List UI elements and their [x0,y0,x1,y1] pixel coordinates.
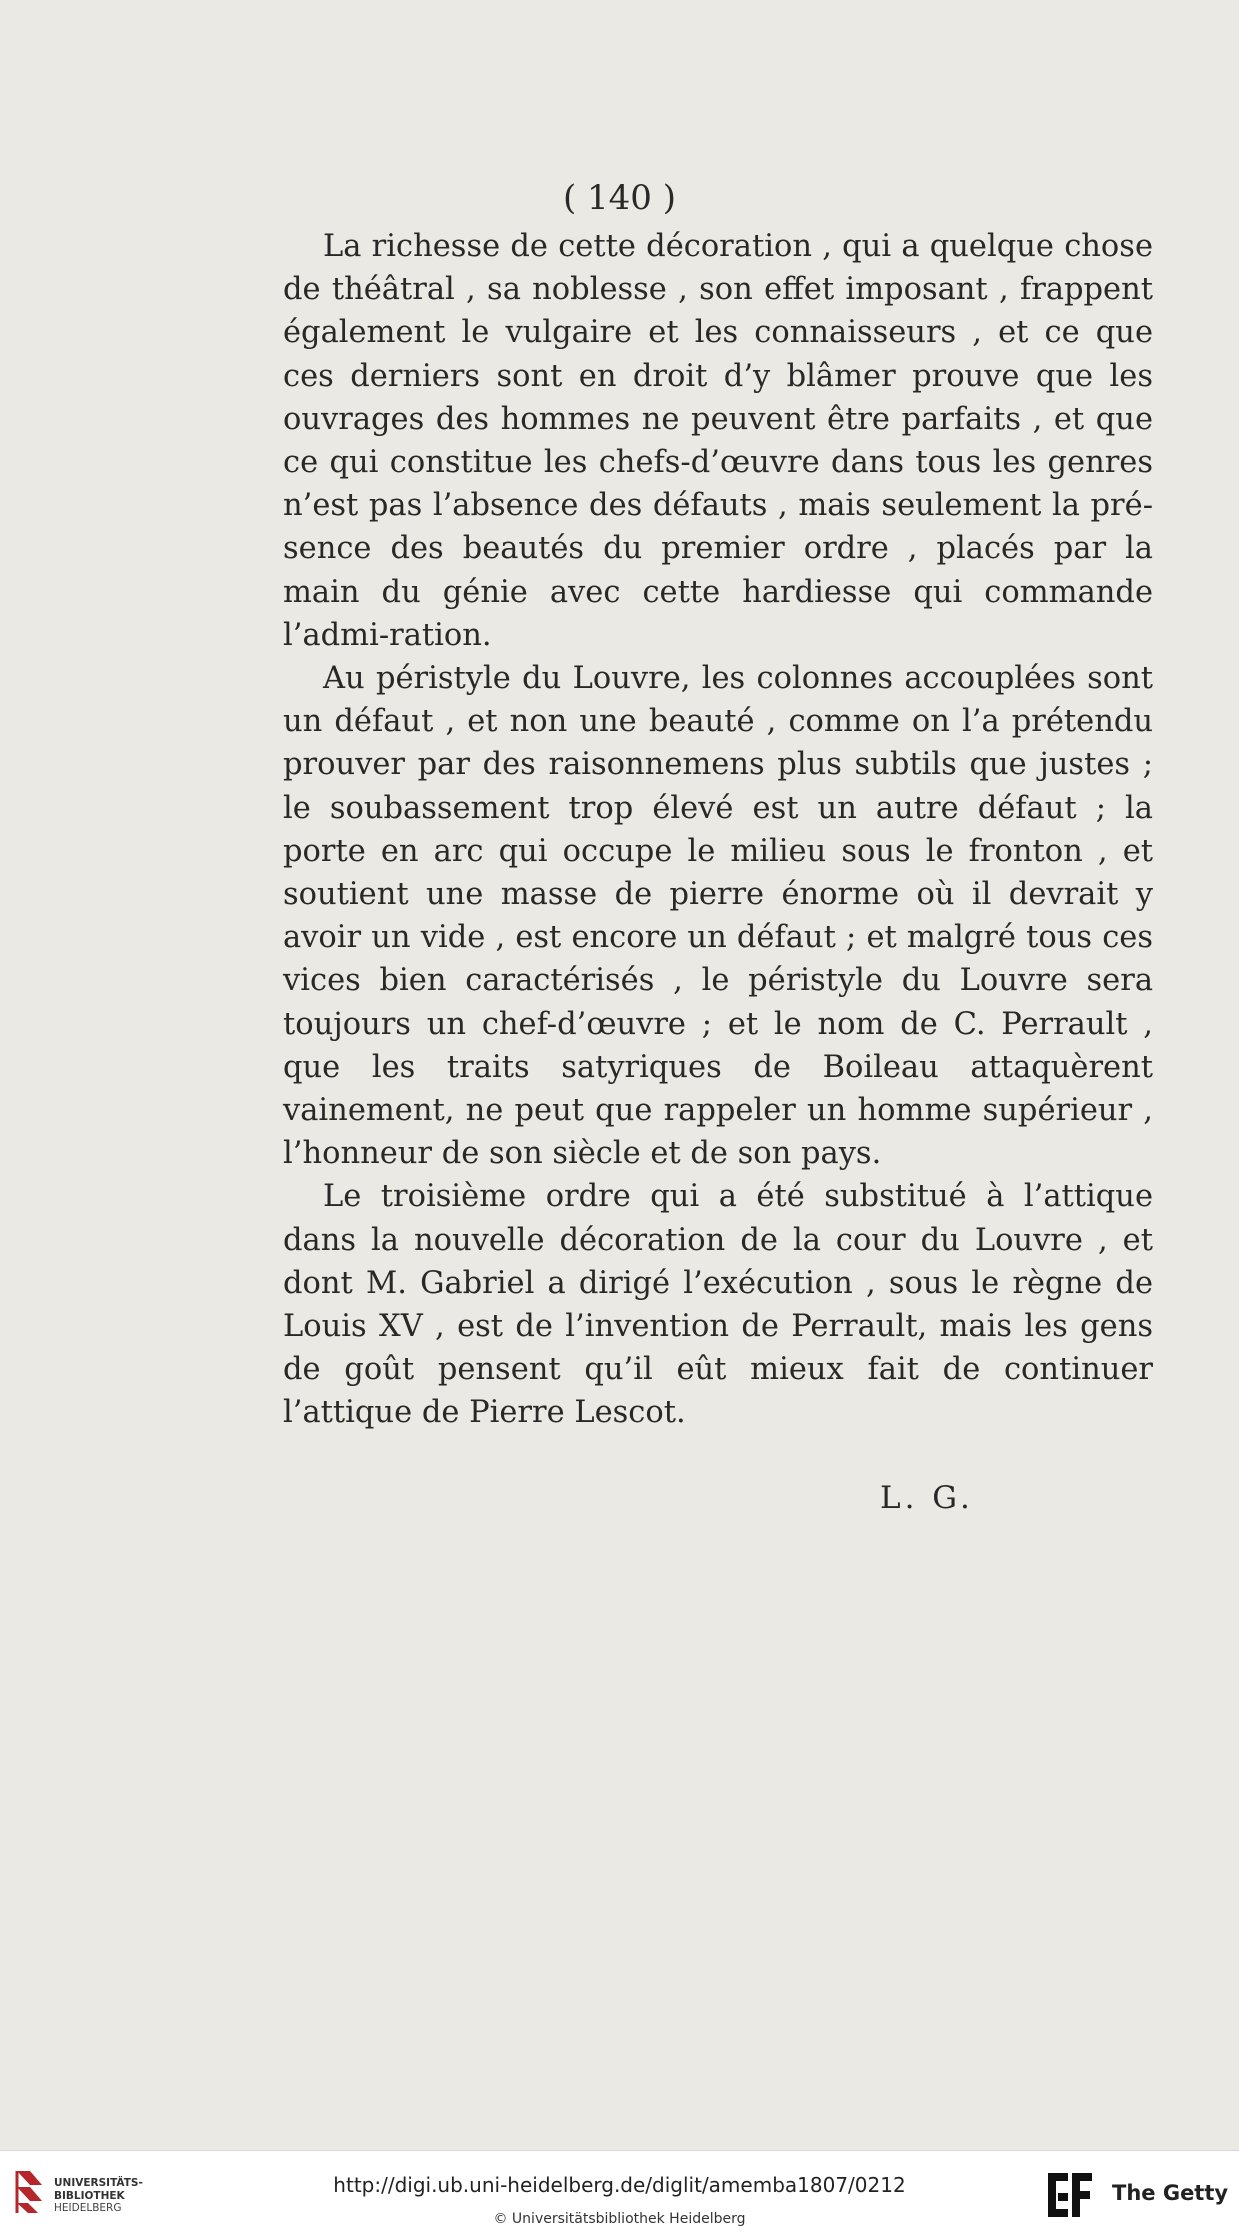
page-body-text [283,225,1153,1435]
paragraph-1: La richesse de cette décoration , qui a quelque chose de théâtral , sa noblesse , son effet imposant , frappent également le vulgaire et les connaisseurs , et ce que ces derniers sont en droit d’y blâmer prouve que les ouvrages des hommes ne peuvent être parfaits , et que ce qui constitue les chefs-d’œuvre dans tous les genres n’est pas l’absence des défauts , mais seulement la pré-sence des beautés du premier ordre , placés par la main du génie avec cette hardiesse qui commande l’admi-ration. [283,229,1153,653]
library-logo-line2: BIBLIOTHEK [54,2189,125,2202]
page-number: ( 140 ) [562,178,677,218]
copyright-notice: © Universitätsbibliothek Heidelberg [493,2211,746,2227]
footer-bar [0,2150,1239,2239]
paragraph-3: Le troisième ordre qui a été substitué à l’attique dans la nouvelle décoration de la cour du Louvre , et dont M. Gabriel a dirigé l’exécution , sous le règne de Louis XV , est de l’invention de Perrault, mais les gens de goût pensent qu’il eût mieux fait de continuer l’attique de Pierre Lescot. [283,1179,1153,1431]
paragraph-2: Au péristyle du Louvre, les colonnes accouplées sont un défaut , et non une beauté , comme on l’a prétendu prouver par des raisonnemens plus subtils que justes ; le soubassement trop élevé est un autre défaut ; la porte en arc qui occupe le milieu sous le fronton , et soutient une masse de pierre énorme où il devrait y avoir un vide , est encore un défaut ; et malgré tous ces vices bien caractérisés , le péristyle du Louvre sera toujours un chef-d’œuvre ; et le nom de C. Perrault , que les traits satyriques de Boileau attaquèrent vainement, ne peut que rappeler un homme supérieur , l’honneur de son siècle et de son pays. [283,661,1153,1172]
library-logo-line1: UNIVERSITÄTS- [54,2177,143,2189]
getty-label: The Getty [1112,2181,1229,2205]
library-logo-line3: HEIDELBERG [54,2202,122,2214]
getty-logo-icon[interactable] [1044,2169,1096,2221]
permalink-url[interactable]: http://digi.ub.uni-heidelberg.de/diglit/amemba1807/0212 [333,2173,906,2197]
signature: L. G. [880,1480,974,1516]
